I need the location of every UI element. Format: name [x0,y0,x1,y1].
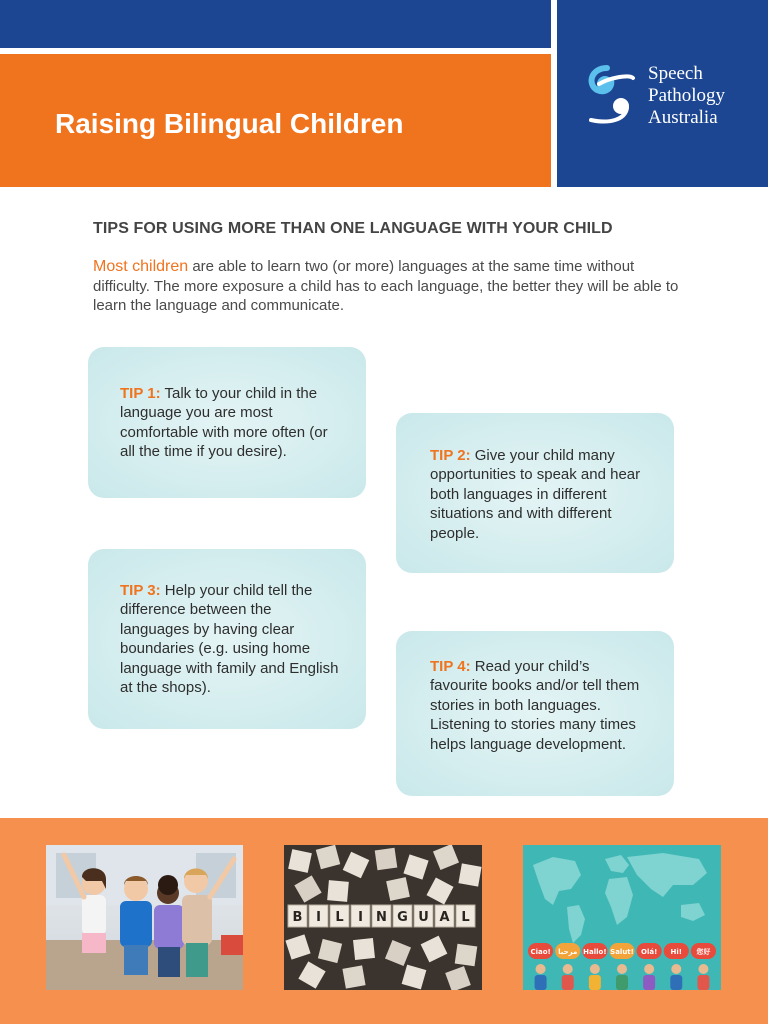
letter-tile-text: B [292,910,303,925]
tip-label: TIP 2: [430,447,471,464]
tip-label: TIP 4: [430,658,471,675]
figure-head [698,964,708,974]
greeting-text: مرحبا [558,948,578,956]
figure-head [590,964,600,974]
figure-head [563,964,573,974]
tip-card-1 [88,347,366,498]
tip-label: TIP 3: [120,582,161,599]
greeting-text: Hi! [670,948,683,956]
tip-card-2 [396,413,674,573]
page-title: Raising Bilingual Children [55,108,404,139]
letter-tile-text: N [376,910,387,925]
figure-body [589,975,601,990]
letter-tile-text: I [358,910,363,925]
figure-head [644,964,654,974]
tip-text: Read your child’s favourite books and/or tell them stories in both languages. Listening to stories many times helps language development. [430,658,640,753]
greeting-text: Olá! [641,948,658,956]
letter-tile-text: U [418,910,429,925]
letter-tile-text: A [439,910,450,925]
greeting-text: Ciao! [530,948,551,956]
figure-body [562,975,574,990]
letter-tile-text: G [397,910,408,925]
tip-card-4 [396,631,674,796]
figure-head [536,964,546,974]
letter-tile-text: I [316,910,321,925]
children-illustration [46,845,243,990]
logo-box [557,0,768,187]
tip-text: Help your child tell the difference between the languages by having clear boundaries (e.g. using home language with family and English at the shops). [120,582,339,697]
tip-text: Give your child many opportunities to speak and hear both languages in different situations and with different people. [430,447,641,542]
greeting-text: 您好 [696,948,711,956]
letter-tiles-illustration [284,845,482,990]
bilingual-word-tiles [288,905,475,927]
speech-pathology-logo-icon [585,64,639,126]
figure-body [643,975,655,990]
intro-paragraph [93,257,683,316]
header-top-band [0,0,551,48]
tip-label: TIP 1: [120,385,161,402]
letter-tile-text: L [461,910,470,925]
tip-card-3 [88,549,366,729]
intro-highlight: Most children [93,258,189,275]
letter-tile-text: L [335,910,344,925]
logo-line: Australia [648,107,718,128]
greeting-text: Salut! [610,948,634,956]
letter-tiles-photo [284,845,482,990]
figure-head [617,964,627,974]
logo-line: Speech [648,63,703,84]
world-map-illustration [523,845,721,990]
figure-body [535,975,547,990]
intro-text: are able to learn two (or more) languages at the same time without difficulty. The more exposure a child has to each language, the better they will be able to learn the language and communicate. [93,258,679,314]
figure-head [671,964,681,974]
logo-line: Pathology [648,85,726,106]
world-map-greetings-image [523,845,721,990]
figure-body [697,975,709,990]
figure-body [670,975,682,990]
section-subtitle: TIPS FOR USING MORE THAN ONE LANGUAGE WITH YOUR CHILD [93,220,613,237]
children-photo [46,845,243,990]
tip-text: Talk to your child in the language you are most comfortable with more often (or all the time if you desire). [120,385,328,461]
greeting-text: Hallo! [583,948,607,956]
logo-wordmark [648,63,725,129]
figure-body [616,975,628,990]
